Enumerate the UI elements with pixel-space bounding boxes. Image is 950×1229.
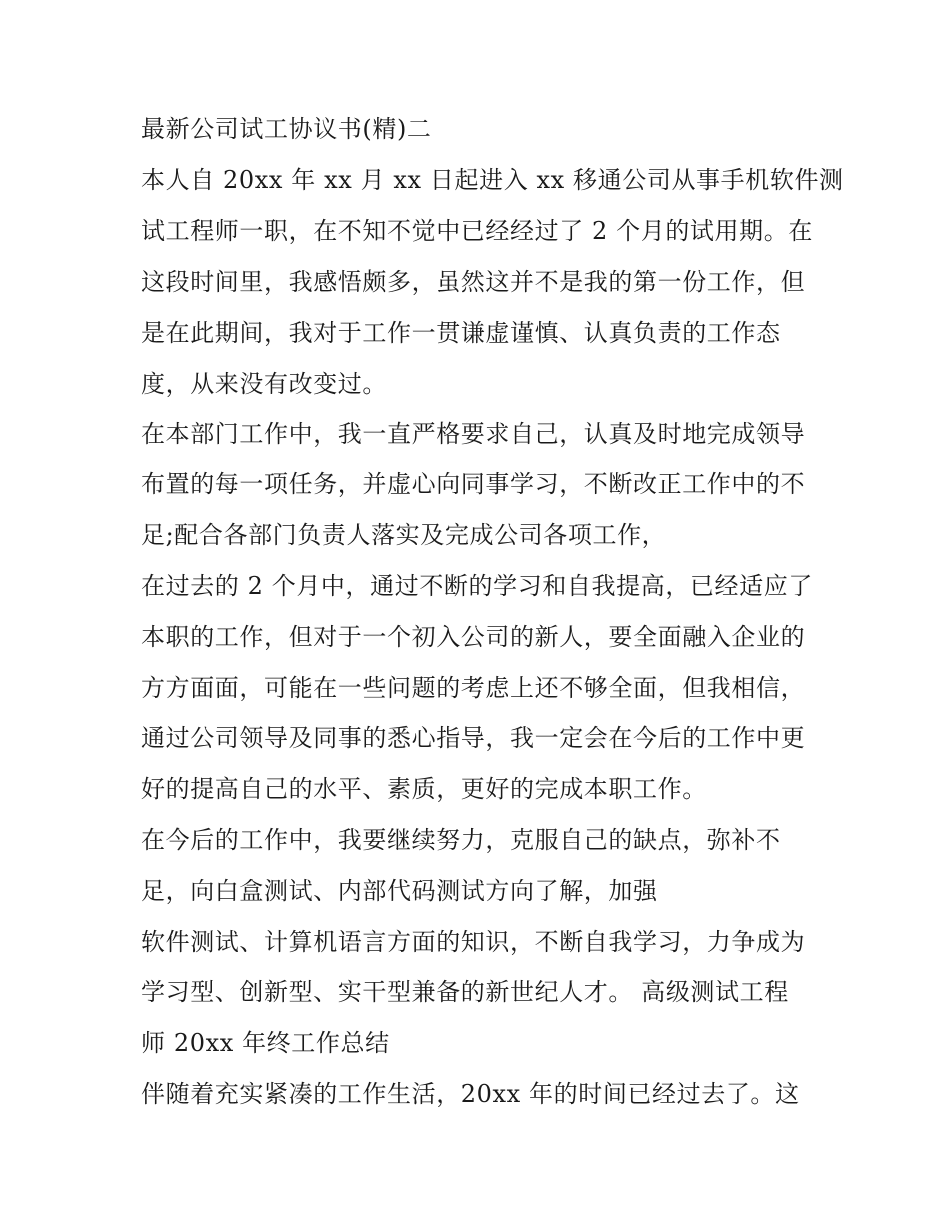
- text-line: 本职的工作，但对于一个初入公司的新人，要全面融入企业的: [141, 623, 806, 651]
- text-line: 这段时间里，我感悟颇多，虽然这并不是我的第一份工作，但: [141, 268, 806, 296]
- text-line: 师 20xx 年终工作总结: [141, 1029, 390, 1057]
- text-line: 足;配合各部门负责人落实及完成公司各项工作，: [141, 521, 667, 549]
- text-line: 本人自 20xx 年 xx 月 xx 日起进入 xx 移通公司从事手机软件测: [141, 166, 844, 194]
- text-line: 方方面面，可能在一些问题的考虑上还不够全面，但我相信，: [141, 674, 806, 702]
- text-line: 试工程师一职，在不知不觉中已经经过了 2 个月的试用期。在: [141, 217, 813, 245]
- text-line: 在今后的工作中，我要继续努力，克服自己的缺点，弥补不: [141, 826, 781, 854]
- text-line: 在过去的 2 个月中，通过不断的学习和自我提高，已经适应了: [141, 572, 813, 600]
- text-line: 度，从来没有改变过。: [141, 370, 387, 398]
- text-line: 是在此期间，我对于工作一贯谦虚谨慎、认真负责的工作态: [141, 319, 781, 347]
- text-line: 软件测试、计算机语言方面的知识，不断自我学习，力争成为: [141, 928, 806, 956]
- text-line: 好的提高自己的水平、素质，更好的完成本职工作。: [141, 775, 707, 803]
- text-line: 伴随着充实紧凑的工作生活，20xx 年的时间已经过去了。这: [141, 1080, 800, 1108]
- text-line: 学习型、创新型、实干型兼备的新世纪人才。 高级测试工程: [141, 978, 789, 1006]
- text-line: 布置的每一项任务，并虚心向同事学习，不断改正工作中的不: [141, 470, 806, 498]
- document-title: 最新公司试工协议书(精)二: [141, 115, 432, 143]
- text-line: 足，向白盒测试、内部代码测试方向了解，加强: [141, 877, 658, 905]
- text-line: 通过公司领导及同事的悉心指导，我一定会在今后的工作中更: [141, 724, 806, 752]
- text-line: 在本部门工作中，我一直严格要求自己，认真及时地完成领导: [141, 420, 806, 448]
